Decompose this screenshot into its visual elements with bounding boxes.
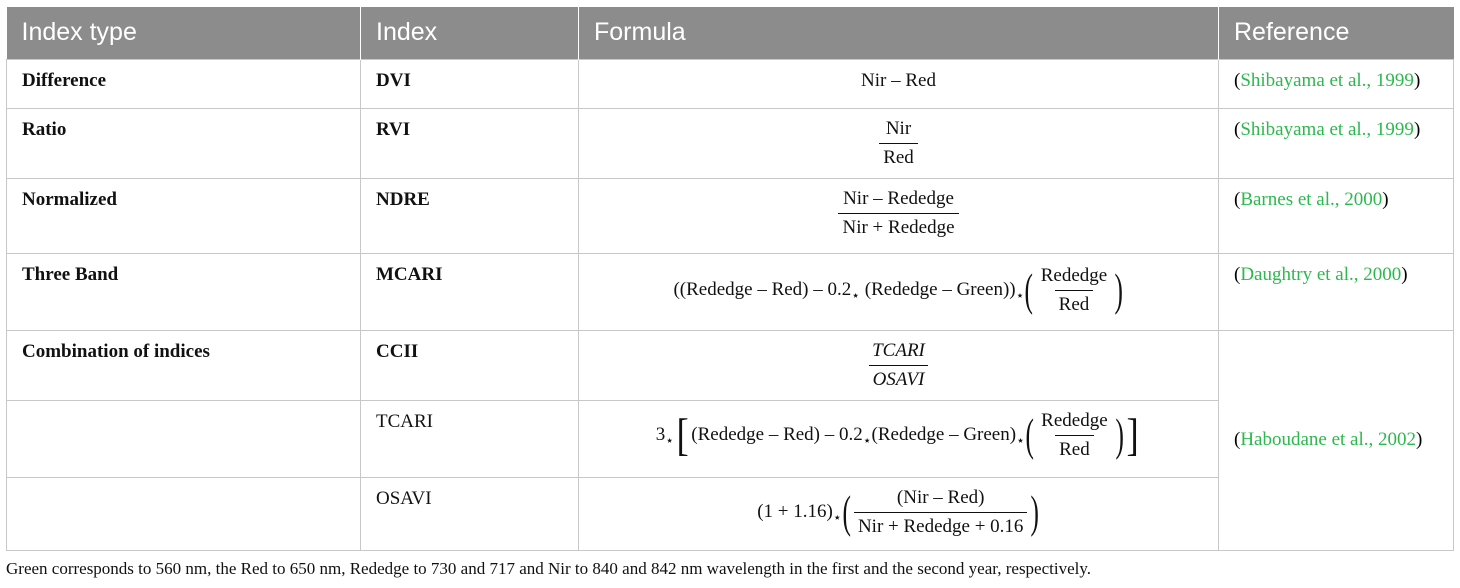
citation-link[interactable]: Daughtry et al., 2000 — [1240, 263, 1402, 285]
formula-cell — [579, 108, 1219, 178]
index-cell: OSAVI — [361, 477, 579, 550]
index-cell: DVI — [361, 59, 579, 108]
formula-cell — [579, 178, 1219, 253]
multiply-star: ⋆ — [862, 433, 872, 449]
index-cell: NDRE — [361, 178, 579, 253]
table-footnote: Green corresponds to 560 nm, the Red to 650 nm, Rededge to 730 and 717 and Nir to 840 and 842 nm wavelength in the first and the second year, respectively. — [6, 559, 1092, 578]
formula-text: Nir – Red — [861, 69, 936, 91]
numerator: Nir – Rededge — [843, 187, 954, 209]
reference-cell-merged — [1219, 330, 1454, 550]
index-table-container — [6, 7, 1453, 551]
reference-cell — [1219, 108, 1454, 178]
header-reference: Reference — [1219, 7, 1454, 59]
citation-link[interactable]: Shibayama et al., 1999 — [1240, 69, 1414, 91]
citation-link[interactable]: Haboudane et al., 2002 — [1240, 429, 1417, 450]
formula-lead: 3 — [655, 424, 666, 445]
table-row — [7, 253, 1454, 330]
paren-right: ) — [1115, 409, 1124, 460]
multiply-star: ⋆ — [665, 433, 674, 449]
reference-cell — [1219, 178, 1454, 253]
multiply-star: ⋆ — [851, 288, 861, 304]
table-header — [7, 7, 1454, 59]
paren-right: ) — [1030, 486, 1040, 537]
reference-cell — [1219, 59, 1454, 108]
fraction — [868, 339, 929, 392]
paren-left: ( — [842, 486, 851, 537]
paren-open: ( — [1234, 263, 1241, 285]
paren-left: ( — [1025, 409, 1034, 460]
numerator: Rededge — [1041, 409, 1108, 431]
numerator: Nir — [885, 117, 912, 139]
numerator: (Nir – Red) — [896, 486, 985, 508]
index-cell: MCARI — [361, 253, 579, 330]
formula-cell — [579, 253, 1219, 330]
index-type-cell — [7, 400, 361, 477]
fraction — [1037, 264, 1111, 317]
index-type-cell: Difference — [7, 59, 361, 108]
multiply-star: ⋆ — [1016, 433, 1025, 449]
paren-close: ) — [1382, 188, 1389, 210]
paren-open: ( — [1234, 118, 1241, 140]
formula-body2: (Rededge – Green) — [871, 424, 1017, 445]
paren-close: ) — [1413, 118, 1421, 140]
index-type-cell: Combination of indices — [7, 330, 361, 400]
paren-close: ) — [1413, 69, 1421, 91]
formula-expression — [673, 264, 1123, 317]
citation-link[interactable]: Shibayama et al., 1999 — [1240, 118, 1414, 140]
multiply-star: ⋆ — [832, 510, 842, 526]
index-cell: RVI — [361, 108, 579, 178]
formula-lead: (1 + 1.16) — [757, 501, 833, 522]
numerator: TCARI — [872, 339, 925, 361]
denominator: Nir + Rededge — [838, 213, 958, 240]
index-type-cell: Ratio — [7, 108, 361, 178]
multiply-star: ⋆ — [1015, 288, 1025, 304]
reference-cell — [1219, 253, 1454, 330]
index-cell: TCARI — [361, 400, 579, 477]
paren-right: ) — [1114, 264, 1124, 315]
formula-body: (Rededge – Red) – 0.2 — [691, 424, 863, 445]
numerator: Rededge — [1040, 264, 1108, 286]
formula-cell — [579, 400, 1219, 477]
vegetation-index-table — [6, 7, 1454, 551]
fraction — [1037, 409, 1111, 462]
paren-close: ) — [1416, 429, 1423, 450]
index-cell: CCII — [361, 330, 579, 400]
fraction — [879, 117, 918, 170]
fraction — [854, 486, 1027, 539]
formula-expression — [757, 486, 1040, 539]
denominator: OSAVI — [869, 365, 929, 392]
header-formula: Formula — [579, 7, 1219, 59]
table-row — [7, 108, 1454, 178]
formula-expression — [656, 409, 1142, 462]
table-row — [7, 178, 1454, 253]
paren-open: ( — [1234, 429, 1241, 450]
paren-left: ( — [1024, 264, 1034, 315]
formula-lead: ((Rededge – Red) – 0.2 — [673, 279, 852, 300]
citation-link[interactable]: Barnes et al., 2000 — [1240, 188, 1383, 210]
paren-open: ( — [1234, 69, 1241, 91]
table-row — [7, 330, 1454, 400]
index-type-cell — [7, 477, 361, 550]
table-row — [7, 59, 1454, 108]
denominator: Red — [1055, 435, 1094, 462]
paren-close: ) — [1401, 263, 1408, 285]
formula-cell — [579, 477, 1219, 550]
formula-cell — [579, 330, 1219, 400]
index-type-cell: Three Band — [7, 253, 361, 330]
header-index-type: Index type — [7, 7, 361, 59]
formula-mid: (Rededge – Green)) — [860, 279, 1016, 300]
header-index: Index — [361, 7, 579, 59]
bracket-left: [ — [676, 409, 689, 460]
formula-cell — [579, 59, 1219, 108]
bracket-right: ] — [1126, 409, 1139, 460]
fraction — [838, 187, 958, 240]
denominator: Nir + Rededge + 0.16 — [854, 512, 1027, 539]
index-type-cell: Normalized — [7, 178, 361, 253]
denominator: Red — [1055, 290, 1094, 317]
paren-open: ( — [1234, 188, 1241, 210]
denominator: Red — [879, 143, 918, 170]
